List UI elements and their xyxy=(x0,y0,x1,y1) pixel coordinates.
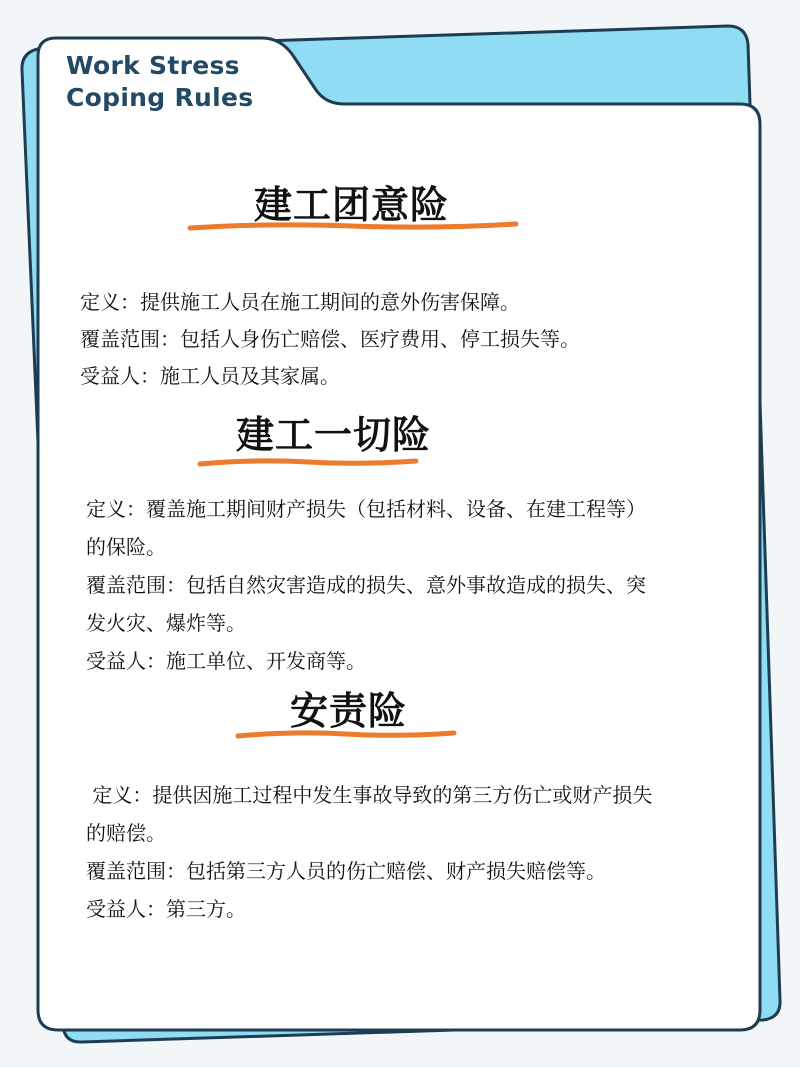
section-3-line-2: 的赔偿。 xyxy=(86,821,166,845)
underline-3 xyxy=(234,726,458,744)
title-line-2: Coping Rules xyxy=(66,83,254,112)
poster-title xyxy=(66,50,253,114)
underline-2 xyxy=(196,454,420,472)
section-2-line-5: 受益人：施工单位、开发商等。 xyxy=(86,649,366,673)
section-3-line-4: 受益人：第三方。 xyxy=(86,897,246,921)
section-3-line-1: 定义：提供因施工过程中发生事故导致的第三方伤亡或财产损失 xyxy=(86,783,653,807)
section-body-3 xyxy=(86,776,652,928)
section-2-line-2: 的保险。 xyxy=(86,535,166,559)
section-2-line-4: 发火灾、爆炸等。 xyxy=(86,611,246,635)
section-3-line-3: 覆盖范围：包括第三方人员的伤亡赔偿、财产损失赔偿等。 xyxy=(86,859,606,883)
section-1-line-2: 覆盖范围：包括人身伤亡赔偿、医疗费用、停工损失等。 xyxy=(80,327,580,351)
section-title-3: 安责险 xyxy=(290,689,408,733)
section-body-2 xyxy=(86,490,646,680)
section-1-line-3: 受益人：施工人员及其家属。 xyxy=(80,364,340,388)
section-1-line-1: 定义：提供施工人员在施工期间的意外伤害保障。 xyxy=(80,290,520,314)
section-2-line-1: 定义：覆盖施工期间财产损失（包括材料、设备、在建工程等） xyxy=(86,497,646,521)
underline-1 xyxy=(186,218,520,236)
section-title-2: 建工一切险 xyxy=(236,413,432,457)
section-body-1 xyxy=(80,284,580,395)
section-title-1: 建工团意险 xyxy=(254,183,450,227)
section-2-line-3: 覆盖范围：包括自然灾害造成的损失、意外事故造成的损失、突 xyxy=(86,573,646,597)
title-line-1: Work Stress xyxy=(66,51,240,80)
